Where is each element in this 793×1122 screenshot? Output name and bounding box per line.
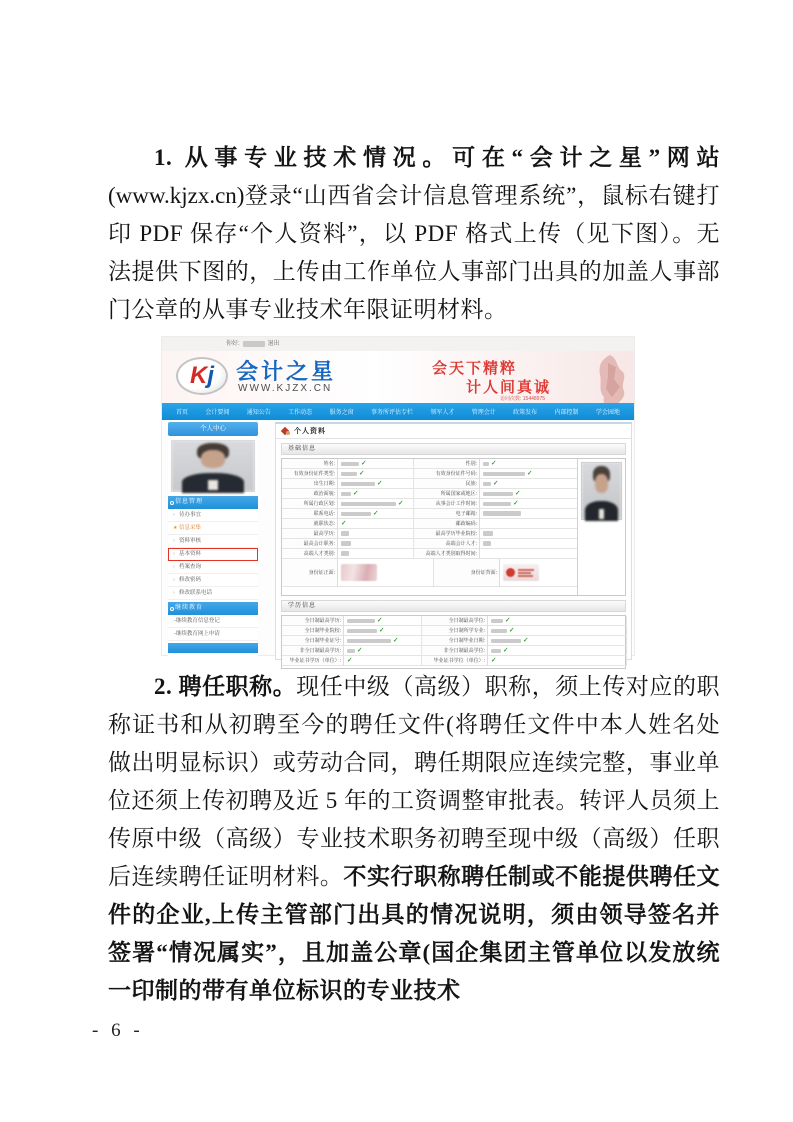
check-icon: ✓ [361, 460, 367, 467]
redacted-value [483, 502, 511, 507]
redacted-value [341, 492, 351, 497]
field-value [338, 459, 414, 469]
redacted-value [347, 649, 355, 654]
site-topbar [162, 337, 634, 351]
field-value [344, 626, 422, 636]
field-label: 电子邮箱: [414, 509, 480, 519]
field-label: 高端人才类别取得时间: [414, 549, 480, 559]
logout-link[interactable]: 退出 [267, 341, 280, 347]
sidebar-submenu [168, 615, 258, 641]
field-value [480, 479, 579, 489]
field-label: 全日制毕业日期: [422, 636, 488, 646]
field-label: 联系电话: [282, 509, 338, 519]
nav-item-services[interactable]: 服务之窗 [329, 410, 354, 416]
table-portrait-photo [581, 462, 622, 520]
sidebar-item[interactable]: › 修改联系电话 [168, 587, 258, 600]
redacted-value [341, 482, 375, 487]
field-value [480, 549, 579, 559]
field-label: 非全日制最高学位: [422, 646, 488, 656]
field-label: 邮政编码: [414, 519, 480, 529]
sidebar-item[interactable]: ★ 信息采集 [168, 522, 258, 535]
check-icon: ✓ [493, 480, 499, 487]
field-value [338, 499, 414, 509]
id-front-cell [338, 559, 434, 587]
field-value [480, 519, 579, 529]
check-icon: ✓ [527, 470, 533, 477]
site-url: WWW.KJZX.CN [238, 383, 333, 394]
check-icon: ✓ [341, 520, 347, 527]
check-icon: ✓ [523, 637, 529, 644]
field-value [488, 626, 627, 636]
sidebar-menu [168, 509, 258, 600]
field-label: 最高学历: [282, 529, 338, 539]
check-icon: ✓ [347, 657, 353, 664]
redacted-value [341, 512, 371, 517]
check-icon: ✓ [503, 647, 509, 654]
check-icon: ✓ [377, 617, 383, 624]
sidebar-item[interactable]: › 资料审核 [168, 535, 258, 548]
panel-title-bar [276, 424, 631, 439]
id-card-front-image [341, 564, 377, 581]
section-basic-info: 基础信息 [281, 443, 626, 455]
check-icon: ✓ [513, 500, 519, 507]
sidebar-section-info-management: 信息管理 [168, 496, 258, 509]
redacted-value [491, 629, 507, 634]
field-label: 高端会计人才: [414, 539, 480, 549]
profile-icon [282, 427, 290, 435]
field-label: 姓名: [282, 459, 338, 469]
id-card-row [282, 559, 579, 587]
field-value [488, 646, 627, 656]
field-label: 身份证正面: [282, 559, 338, 587]
field-label: 所属国家或地区: [414, 489, 480, 499]
redacted-value [483, 531, 493, 536]
field-value [338, 519, 414, 529]
field-value [480, 489, 579, 499]
para2-heading: 2. 聘任职称。 [154, 674, 297, 699]
para1-heading: 1. 从事专业技术情况。可在“会计之星”网站 [154, 145, 720, 170]
field-label: 毕业证书学位（单位）: [422, 656, 488, 666]
photo-column [577, 459, 625, 595]
slogan-line2: 计人间真诚 [466, 379, 552, 396]
education-info-table [281, 615, 626, 669]
nav-item-news[interactable]: 会计要闻 [205, 410, 230, 416]
redacted-value [483, 472, 525, 477]
check-icon: ✓ [379, 627, 385, 634]
redacted-value [347, 629, 377, 634]
field-value [480, 509, 579, 519]
field-value [344, 616, 422, 626]
redacted-value [483, 511, 521, 516]
national-emblem-icon [506, 568, 515, 577]
basic-info-table [281, 458, 626, 596]
redacted-value [341, 531, 349, 536]
field-label: 出生日期: [282, 479, 338, 489]
site-header [162, 351, 634, 403]
nav-item-policy[interactable]: 政策发布 [513, 410, 538, 416]
field-value [480, 539, 579, 549]
nav-item-society[interactable]: 学会园地 [595, 410, 620, 416]
field-value [338, 489, 414, 499]
nav-item-updates[interactable]: 工作动态 [288, 410, 313, 416]
main-navbar [162, 403, 634, 420]
sidebar-item[interactable]: › 档案查询 [168, 561, 258, 574]
site-content [162, 420, 634, 664]
nav-item-agencies[interactable]: 事务所评估专栏 [370, 410, 413, 416]
field-value [338, 549, 414, 559]
sidebar-section-cutoff [168, 643, 258, 653]
redacted-value [341, 541, 351, 546]
username-redacted [243, 341, 265, 347]
panel-title: 个人资料 [294, 428, 326, 435]
field-label: 高端人才类别: [282, 549, 338, 559]
field-value [480, 529, 579, 539]
greeting-label: 你好: [226, 341, 240, 347]
para2-body: 现任中级（高级）职称，须上传对应的职称证书和从初聘至今的聘任文件(将聘任文件中本人姓名处做出明显标识）或劳动合同，聘任期限应连续完整，事业单位还须上传初聘及近 5 年的工资调整审批表。转评人员须上传原中级（高级）专业技术职务初聘至现中级（高级）任职后连续聘任证明材料。 [108, 674, 721, 889]
redacted-value [347, 619, 375, 624]
field-label: 全日制最高学历: [282, 616, 344, 626]
redacted-value [491, 639, 521, 644]
field-value [344, 636, 422, 646]
nav-item-internal-control[interactable]: 内部控制 [554, 410, 579, 416]
check-icon: ✓ [359, 470, 365, 477]
field-value [338, 509, 414, 519]
field-value [480, 499, 579, 509]
redacted-value [483, 482, 491, 487]
field-label: 就职状态: [282, 519, 338, 529]
check-icon: ✓ [353, 490, 359, 497]
redacted-value [341, 551, 349, 556]
field-label: 有效身份证件类型: [282, 469, 338, 479]
field-label: 毕业证书学历（单位）: [282, 656, 344, 666]
redacted-value [483, 492, 513, 497]
field-label: 非全日制最高学历: [282, 646, 344, 656]
logo-letter-j: j [207, 362, 214, 389]
nav-item-home[interactable]: 首页 [176, 410, 189, 416]
para1-url: (www.kjzx.cn) [108, 183, 245, 208]
redacted-value [341, 462, 359, 467]
kj-logo [176, 357, 228, 395]
check-icon: ✓ [393, 637, 399, 644]
visit-counter: 访问次数: 15448975 [500, 396, 546, 402]
field-value [488, 616, 627, 626]
check-icon: ✓ [515, 490, 521, 497]
field-label: 民族: [414, 479, 480, 489]
redacted-value [341, 472, 357, 477]
site-name: 会计之星 [236, 359, 337, 384]
redacted-value [483, 541, 491, 546]
sidebar-subitem[interactable]: -继续教育信息登记 [168, 615, 258, 628]
logo-letter-k: K [189, 362, 208, 389]
field-label: 身份证背面: [434, 559, 500, 587]
embedded-screenshot [162, 337, 634, 664]
field-value [338, 529, 414, 539]
sidebar-item[interactable]: › 待办事宜 [168, 509, 258, 522]
section-education-info: 学历信息 [281, 600, 626, 612]
field-value [338, 539, 414, 549]
field-value [488, 636, 627, 646]
check-icon: ✓ [491, 460, 497, 467]
field-value [344, 656, 422, 666]
redacted-value [341, 502, 396, 507]
check-icon: ✓ [491, 657, 497, 664]
redacted-value [483, 462, 489, 467]
field-label: 全日制所学专业: [422, 626, 488, 636]
sidebar-item[interactable]: › 修改密码 [168, 574, 258, 587]
profile-panel [275, 422, 632, 664]
sidebar-item[interactable]: › 基本资料 [168, 548, 258, 561]
field-value [338, 479, 414, 489]
paragraph-2 [108, 668, 720, 1010]
field-label: 全日制最高学位: [422, 616, 488, 626]
check-icon: ✓ [357, 647, 363, 654]
section-bullet-icon [170, 607, 174, 611]
field-value [488, 656, 627, 666]
field-label: 性别: [414, 459, 480, 469]
redacted-value [491, 619, 503, 624]
field-label: 全日制毕业证号: [282, 636, 344, 646]
nav-item-notices[interactable]: 通知公告 [246, 410, 271, 416]
slogan-line1: 会天下精粹 [432, 360, 518, 377]
sidebar-section-continuing-education: 继续教育 [168, 602, 258, 615]
field-value [344, 646, 422, 656]
field-value [338, 469, 414, 479]
field-label: 所属行政区划: [282, 499, 338, 509]
field-label: 最高学历毕业院校: [414, 529, 480, 539]
check-icon: ✓ [505, 617, 511, 624]
field-value [480, 469, 579, 479]
check-icon: ✓ [373, 510, 379, 517]
sidebar-subitem[interactable]: -继续教育网上申请 [168, 628, 258, 641]
nav-item-talent[interactable]: 领军人才 [430, 410, 455, 416]
check-icon: ✓ [509, 627, 515, 634]
id-card-back-image [503, 564, 539, 581]
field-label: 最高会计职务: [282, 539, 338, 549]
page-number: - 6 - [92, 1020, 144, 1041]
id-back-cell [500, 559, 579, 587]
profile-photo [171, 440, 255, 492]
redacted-value [347, 639, 391, 644]
nav-item-mgmt-accounting[interactable]: 管理会计 [471, 410, 496, 416]
section-bullet-icon [170, 501, 174, 505]
redacted-value [491, 649, 501, 654]
personal-center-button[interactable]: 个人中心 [168, 422, 258, 436]
field-label: 有效身份证件号码: [414, 469, 480, 479]
field-label: 全日制毕业院校: [282, 626, 344, 636]
paragraph-1 [108, 139, 720, 329]
para2-bold-requirement: 不实行职称聘任制或不能提供聘任文件的企业,上传主管部门出具的情况说明，须由领导签名并签署“情况属实”，且加盖公章(国企集团主管单位以发放统一印制的带有单位标识的专业技术 [108, 864, 721, 1003]
check-icon: ✓ [398, 500, 404, 507]
field-value [480, 459, 579, 469]
field-label: 从事会计工作时间: [414, 499, 480, 509]
sidebar [168, 422, 258, 662]
field-label: 政治面貌: [282, 489, 338, 499]
para1-body: 登录“山西省会计信息管理系统”，鼠标右键打印 PDF 保存“个人资料”，以 PDF 格式上传（见下图）。无法提供下图的，上传由工作单位人事部门出具的加盖人事部门公章的从事专业技术年限证明材料。 [108, 183, 720, 322]
check-icon: ✓ [377, 480, 383, 487]
